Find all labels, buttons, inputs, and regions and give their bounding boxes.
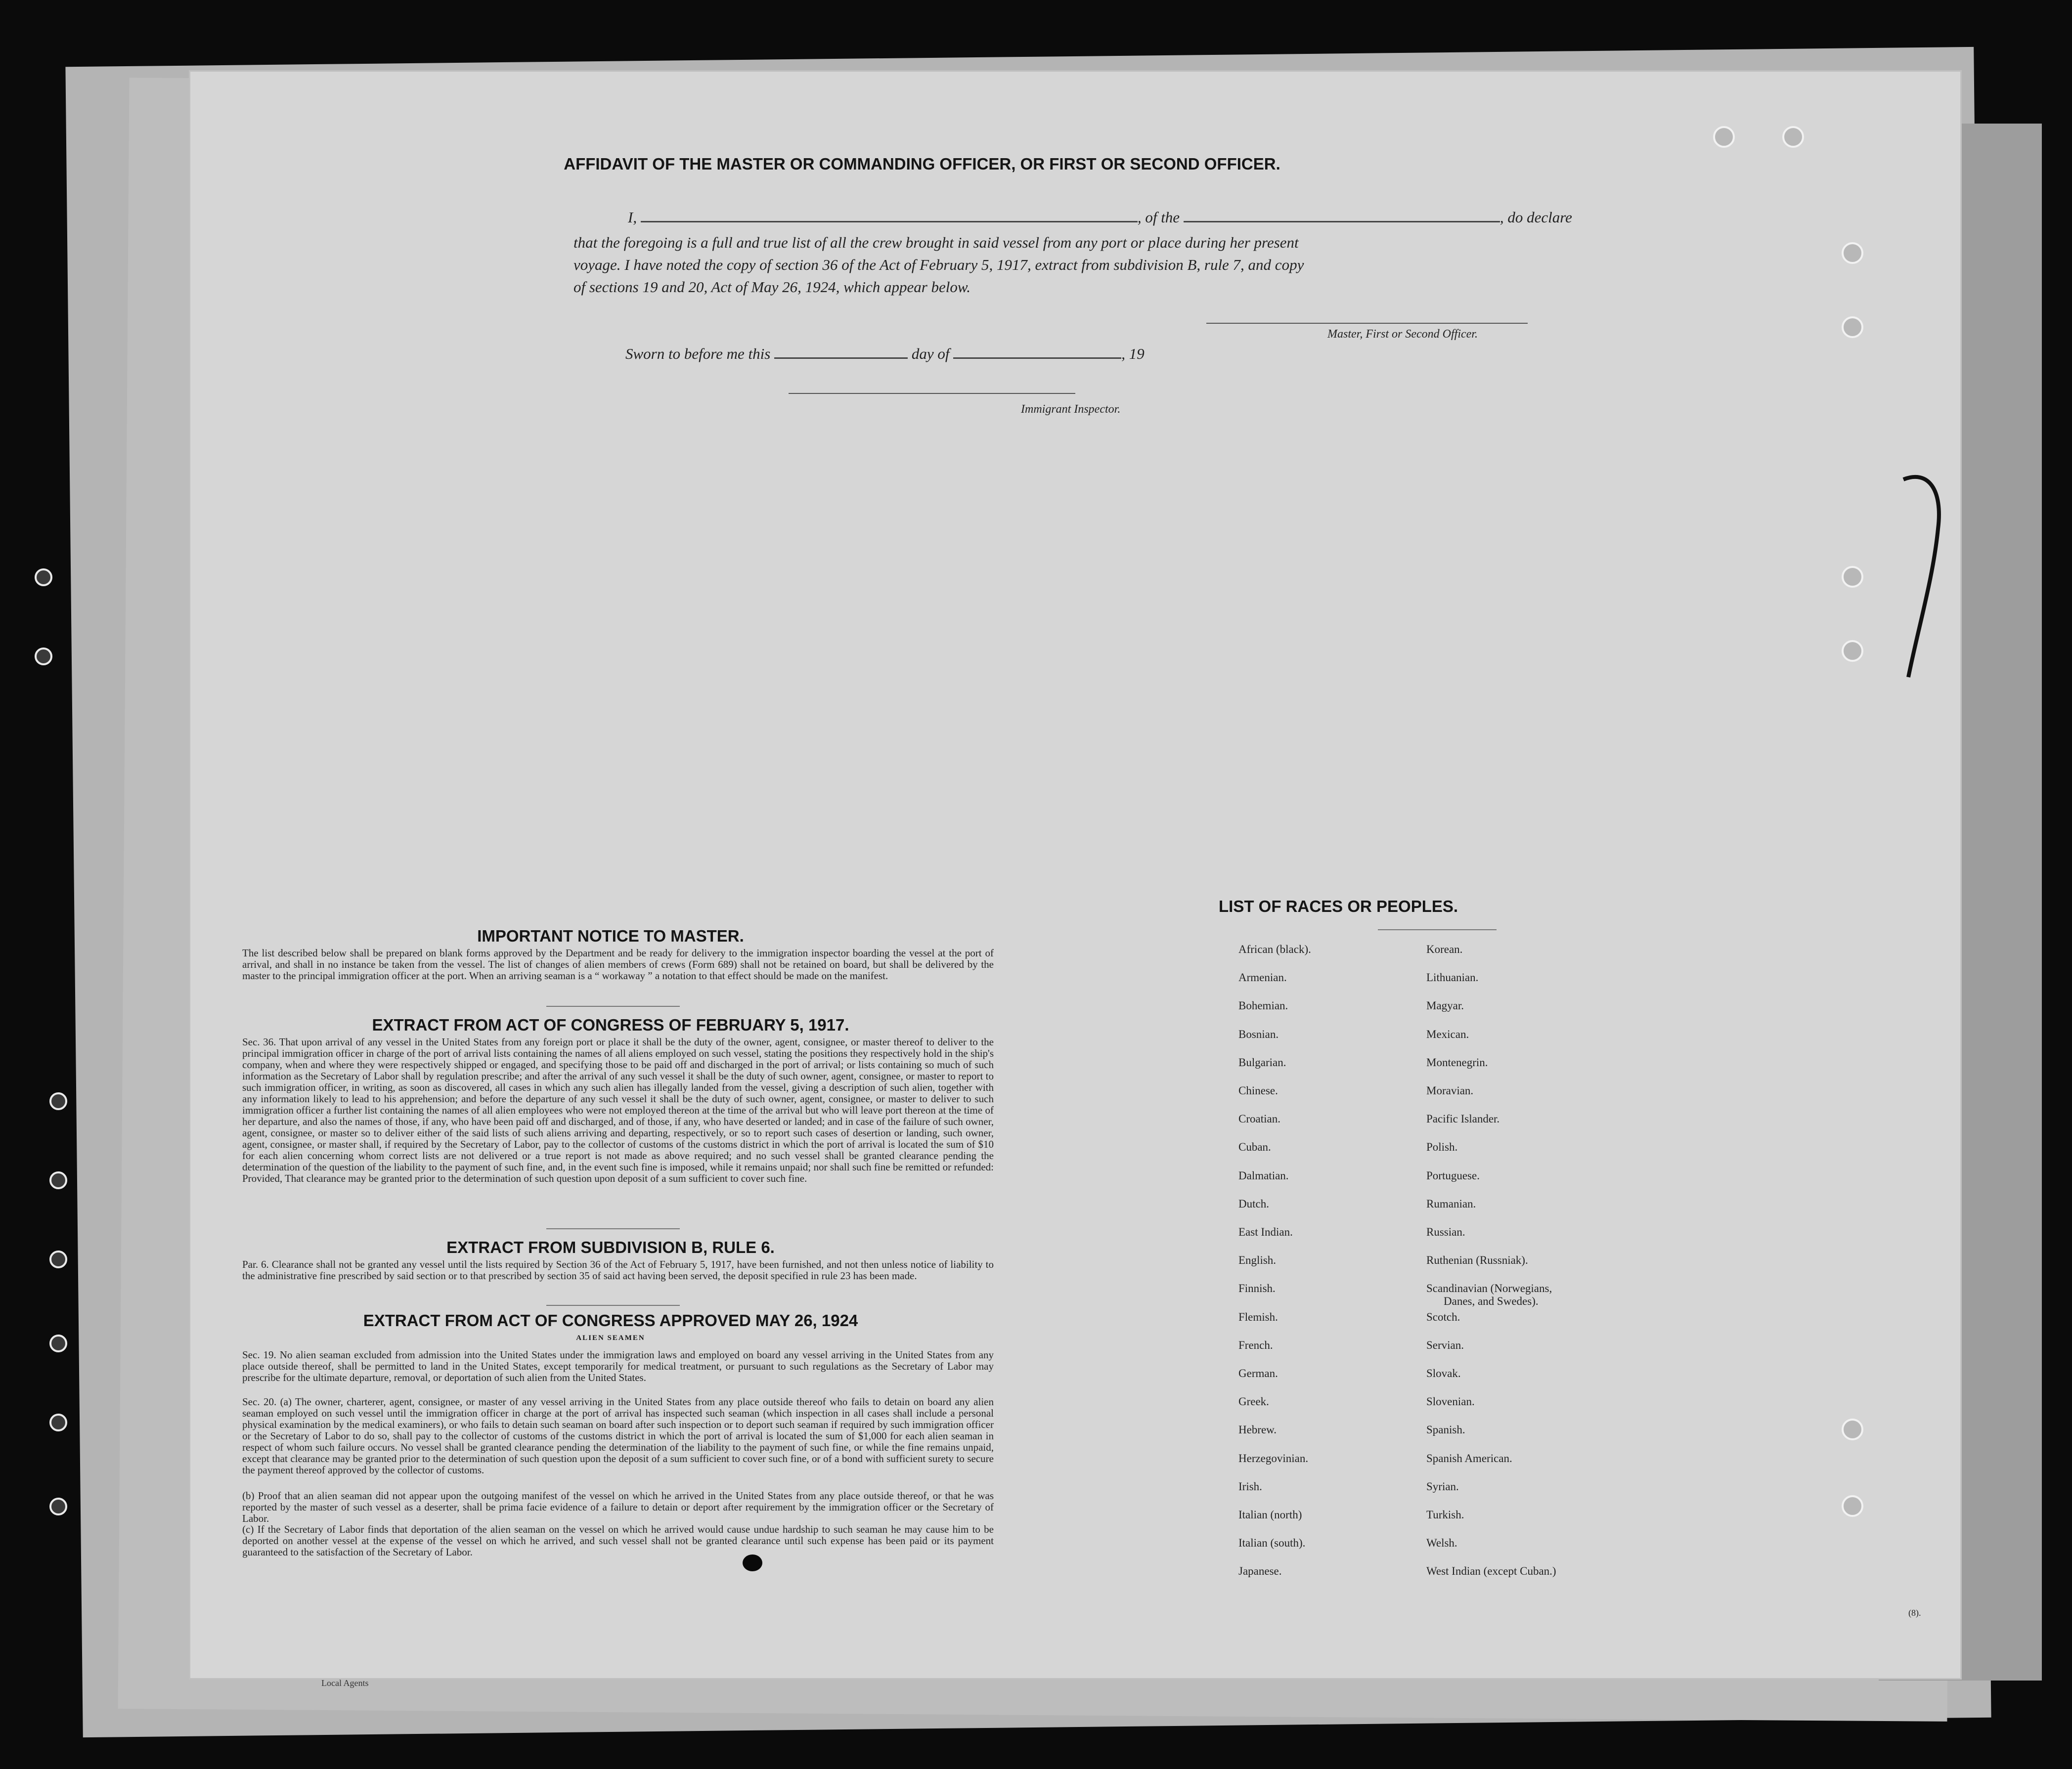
race-item: Montenegrin. bbox=[1426, 1056, 1488, 1069]
race-item: German. bbox=[1238, 1367, 1278, 1380]
race-item: Portuguese. bbox=[1426, 1169, 1480, 1182]
race-item: Welsh. bbox=[1426, 1537, 1457, 1550]
punch-hole bbox=[1842, 1419, 1863, 1440]
race-item: Bulgarian. bbox=[1238, 1056, 1286, 1069]
race-item: Herzegovinian. bbox=[1238, 1452, 1309, 1465]
races-title: LIST OF RACES OR PEOPLES. bbox=[1219, 897, 1458, 915]
race-item: Chinese. bbox=[1238, 1084, 1278, 1097]
punch-hole bbox=[1713, 126, 1735, 148]
race-item: Italian (south). bbox=[1238, 1537, 1306, 1550]
sworn-month-blank[interactable] bbox=[953, 344, 1121, 359]
race-item: Turkish. bbox=[1426, 1509, 1464, 1521]
race-item: West Indian (except Cuban.) bbox=[1426, 1565, 1556, 1578]
affidavit-i: I, bbox=[628, 209, 637, 226]
extract-1924-sec20c: (c) If the Secretary of Labor finds that deportation of the alien seaman on the vessel on which he arrived would cause undue hardship to such seaman he may cause him to be deported on another vessel at the expense of the vessel on which he arrived, and such vessel shall not be granted clearance until such expense has been paid or its payment guaranteed to the satisfaction of the Secretary of Labor. bbox=[242, 1523, 994, 1558]
punch-hole bbox=[49, 1092, 67, 1110]
race-item: Polish. bbox=[1426, 1141, 1458, 1154]
sworn-year: , 19 bbox=[1121, 345, 1145, 362]
punch-hole bbox=[35, 647, 52, 665]
race-item: Syrian. bbox=[1426, 1480, 1459, 1493]
race-item: Spanish. bbox=[1426, 1424, 1465, 1436]
divider bbox=[1378, 929, 1497, 930]
race-item: African (black). bbox=[1238, 943, 1311, 955]
extract-1924-sec20a: Sec. 20. (a) The owner, charterer, agent, consignee, or master of any vessel arriving in the United States from any place outside thereof who fails to detain on board any alien seaman employed on such vessel until the immigration officer in charge at the port of arrival has inspected such seaman (which inspection in all cases shall include a personal physical examination by the medical examiners), or who fails to detain such seaman on board after such inspection or to deport such seaman if required by such immigration officer or the Secretary of Labor to do so, shall pay to the collector of customs of the customs district in which the port of arrival is located the sum of $1,000 for each alien seaman in respect of whom such failure occurs. No vessel shall be granted clearance pending the determination of the liability to the payment of such fine, or while the fine remains unpaid, except that clearance may be granted prior to the determination of such question upon the deposit of a sum sufficient to cover such fine, or of a bond with sufficient surety to secure the payment thereof approved by the collector of customs. bbox=[242, 1396, 994, 1476]
form-number: (8). bbox=[1908, 1608, 1921, 1618]
race-item: Hebrew. bbox=[1238, 1424, 1277, 1436]
affidavit-declare: , do declare bbox=[1499, 209, 1572, 226]
affidavit-line-3: voyage. I have noted the copy of section 36 of the Act of February 5, 1917, extract from subdivision B, rule 7, and copy bbox=[573, 256, 1304, 273]
punch-hole bbox=[1842, 1495, 1863, 1517]
punch-hole bbox=[1842, 242, 1863, 264]
pencil-scribble bbox=[1898, 470, 1958, 687]
race-item: Slovenian. bbox=[1426, 1395, 1475, 1408]
extract-1924-subtitle: ALIEN SEAMEN bbox=[576, 1334, 645, 1342]
race-item: Italian (north) bbox=[1238, 1509, 1302, 1521]
race-item: Spanish American. bbox=[1426, 1452, 1512, 1465]
race-item: Mexican. bbox=[1426, 1028, 1469, 1040]
local-agents-label: Local Agents bbox=[321, 1678, 369, 1688]
affidavit-title: AFFIDAVIT OF THE MASTER OR COMMANDING OFFICER, OR FIRST OR SECOND OFFICER. bbox=[564, 155, 1280, 173]
race-item: Magyar. bbox=[1426, 999, 1464, 1012]
race-item: Armenian. bbox=[1238, 971, 1287, 984]
punch-hole bbox=[49, 1335, 67, 1352]
race-item: Moravian. bbox=[1426, 1084, 1474, 1097]
race-item: Irish. bbox=[1238, 1480, 1262, 1493]
sworn-line bbox=[625, 343, 1145, 365]
inspector-signature-line[interactable] bbox=[789, 393, 1075, 394]
ink-blot bbox=[743, 1554, 762, 1571]
affidavit-line-4: of sections 19 and 20, Act of May 26, 1924, which appear below. bbox=[573, 278, 971, 296]
officer-name-blank[interactable] bbox=[641, 207, 1138, 222]
race-item: Japanese. bbox=[1238, 1565, 1282, 1578]
race-item: Servian. bbox=[1426, 1338, 1464, 1351]
notice-title: IMPORTANT NOTICE TO MASTER. bbox=[477, 927, 744, 945]
inspector-label: Immigrant Inspector. bbox=[1021, 403, 1121, 416]
race-item: Bosnian. bbox=[1238, 1028, 1279, 1040]
affidavit-line-2: that the foregoing is a full and true list of all the crew brought in said vessel from any port or place during her present bbox=[573, 234, 1299, 251]
race-item: Korean. bbox=[1426, 943, 1463, 955]
affidavit-of-the: , of the bbox=[1137, 209, 1180, 226]
race-item: Dutch. bbox=[1238, 1197, 1269, 1210]
race-item: Bohemian. bbox=[1238, 999, 1288, 1012]
extract-1924-sec19: Sec. 19. No alien seaman excluded from admission into the United States under the immigration laws and employed on board any vessel arriving in the United States from any place outside thereof, shall be permitted to land in the United States, except temporarily for medical treatment, or pursuant to such regulations as the Secretary of Labor may prescribe for the ultimate departure, removal, or deportation of such alien from the United States. bbox=[242, 1349, 994, 1383]
race-scandinavian-continued: Danes, and Swedes). bbox=[1444, 1295, 1539, 1307]
punch-hole bbox=[1782, 126, 1804, 148]
race-item: Cuban. bbox=[1238, 1141, 1271, 1154]
punch-hole bbox=[49, 1171, 67, 1189]
divider bbox=[546, 1228, 680, 1229]
subdivision-b-body: Par. 6. Clearance shall not be granted any vessel until the lists required by Section 36 of the Act of February 5, 1917, have been furnished, and not then unless notice of liability to the administrative fine prescribed by said section or to that prescribed by section 35 of said act having been served, the deposit specified in rule 23 has been made. bbox=[242, 1258, 994, 1282]
race-item: English. bbox=[1238, 1254, 1277, 1267]
race-item: Scotch. bbox=[1426, 1310, 1460, 1323]
punch-hole bbox=[1842, 316, 1863, 338]
race-item: Lithuanian. bbox=[1426, 971, 1479, 984]
race-item: East Indian. bbox=[1238, 1226, 1293, 1238]
race-item: Rumanian. bbox=[1426, 1197, 1476, 1210]
race-item: Greek. bbox=[1238, 1395, 1269, 1408]
punch-hole bbox=[1842, 640, 1863, 662]
extract-1924-sec20b: (b) Proof that an alien seaman did not appear upon the outgoing manifest of the vessel on which he arrived in the United States from any place outside thereof, or that he was reported by the master of such vessel as a deserter, shall be prima facie evidence of a failure to detain or deport after requirement by the immigration officer or the Secretary of Labor. bbox=[242, 1490, 994, 1524]
punch-hole bbox=[1842, 566, 1863, 588]
master-label: Master, First or Second Officer. bbox=[1327, 328, 1478, 341]
sworn-prefix: Sworn to before me this bbox=[625, 345, 771, 362]
vessel-name-blank[interactable] bbox=[1184, 207, 1500, 222]
race-item: Dalmatian. bbox=[1238, 1169, 1289, 1182]
race-item: Flemish. bbox=[1238, 1310, 1278, 1323]
form-page bbox=[190, 72, 1960, 1678]
sworn-day-of: day of bbox=[911, 345, 950, 362]
race-item: French. bbox=[1238, 1338, 1273, 1351]
extract-1924-title: EXTRACT FROM ACT OF CONGRESS APPROVED MAY 26, 1924 bbox=[363, 1311, 858, 1330]
race-item: Pacific Islander. bbox=[1426, 1113, 1500, 1125]
punch-hole bbox=[49, 1498, 67, 1515]
sworn-day-blank[interactable] bbox=[774, 344, 908, 359]
divider bbox=[546, 1006, 680, 1007]
race-item: Scandinavian (Norwegians, bbox=[1426, 1282, 1552, 1295]
punch-hole bbox=[49, 1414, 67, 1431]
extract-1917-body: Sec. 36. That upon arrival of any vessel in the United States from any foreign port or place it shall be the duty of the owner, agent, consignee, or master thereof to deliver to the principal immigration officer in charge of the port of arrival lists containing the names of all aliens employed on such vessel, stating the positions they respectively hold in the ship's company, when and where they were respectively shipped or engaged, and specifying those to be paid off and discharged in the port of arrival; or lists containing so much of such information as the Secretary of Labor shall by regulation prescribe; and after the arrival of any such vessel it shall be the duty of such owner, agent, consignee, or master to report to such immigration officer, in writing, as soon as discovered, all cases in which any such alien has illegally landed from the vessel, giving a description of such alien, together with any information likely to lead to his apprehension; and before the departure of any such vessel it shall be the duty of such owner, agent, consignee, or master to deliver to such immigration officer a further list containing the names of all alien employees who were not employed thereon at the time of the arrival but who will leave port thereon at the time of her departure, and also the names of those, if any, who have been paid off and discharged, and of those, if any, who have deserted or landed; and in case of the failure of such owner, agent, consignee, or master so to deliver either of the said lists of such aliens arriving and departing, respectively, or so to report such cases of desertion or landing, such owner, agent, consignee, or master shall, if required by the Secretary of Labor, pay to the collector of customs of the customs district in which the port of arrival is located the sum of $10 for each alien concerning whom correct lists are not delivered or a true report is not made as above required; and no such vessel shall be granted clearance pending the determination of the question of the liability to the payment of such fine, and, in the event such fine is imposed, while it remains unpaid; nor shall such fine be remitted or refunded: Provided, That clearance may be granted prior to the determination of such question upon deposit of a sum sufficient to cover such fine. bbox=[242, 1036, 994, 1184]
race-item: Ruthenian (Russniak). bbox=[1426, 1254, 1528, 1267]
race-item: Finnish. bbox=[1238, 1282, 1276, 1295]
punch-hole bbox=[35, 568, 52, 586]
divider bbox=[546, 1305, 680, 1306]
notice-body: The list described below shall be prepared on blank forms approved by the Department and be ready for delivery to the immigration inspector boarding the vessel at the port of arrival, and shall in no instance be taken from the vessel. The list of changes of alien members of crews (Form 689) shall not be retained on board, but shall be delivered by the master to the principal immigration officer at the port. When an arriving seaman is a “ workaway ” a notation to that effect should be made on the manifest. bbox=[242, 947, 994, 982]
punch-hole bbox=[49, 1251, 67, 1268]
extract-1917-title: EXTRACT FROM ACT OF CONGRESS OF FEBRUARY 5, 1917. bbox=[372, 1016, 849, 1034]
subdivision-b-title: EXTRACT FROM SUBDIVISION B, RULE 6. bbox=[446, 1238, 775, 1256]
race-item: Slovak. bbox=[1426, 1367, 1461, 1380]
race-item: Croatian. bbox=[1238, 1113, 1280, 1125]
race-item: Russian. bbox=[1426, 1226, 1465, 1238]
affidavit-line-1 bbox=[628, 206, 1572, 229]
